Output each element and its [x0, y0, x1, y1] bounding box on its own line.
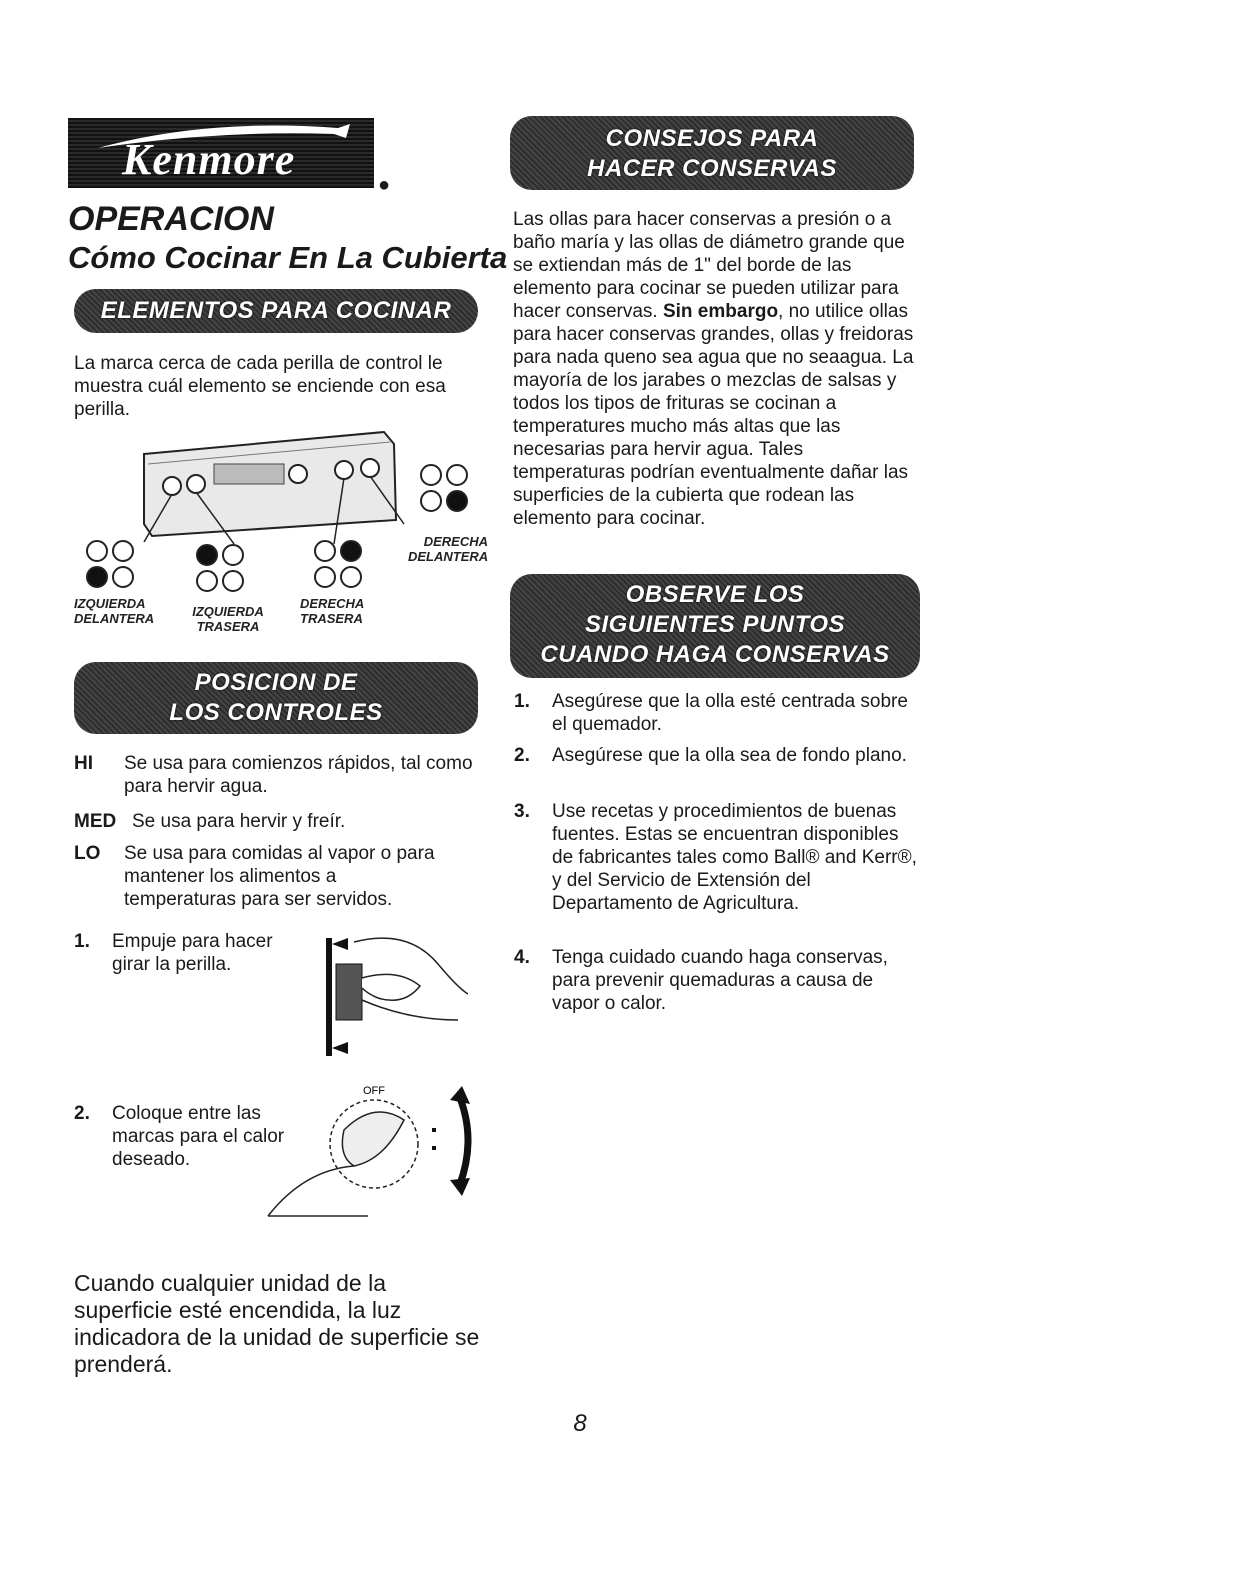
page-title: OPERACION	[68, 200, 274, 238]
logo-text: Kenmore	[122, 135, 296, 184]
logo-dot: ●	[378, 174, 391, 196]
kenmore-logo	[68, 118, 374, 188]
control-key: MED	[74, 811, 117, 832]
control-key: LO	[74, 843, 101, 864]
cooktop-diagram	[74, 424, 504, 644]
page-subtitle: Cómo Cocinar En La Cubierta	[68, 240, 508, 275]
burner-indicator-left-rear	[196, 544, 248, 596]
turn-knob-illustration	[264, 1080, 484, 1220]
elementos-text: La marca cerca de cada perilla de control le muestra cuál elemento se enciende con esa perilla.	[74, 353, 446, 420]
observe-item-1: 1. Asegúrese que la olla esté centrada sobre el quemador.	[514, 691, 908, 735]
page-number: 8	[573, 1410, 587, 1437]
label-right-rear: DERECHA TRASERA	[300, 596, 365, 626]
burner-indicator-left-front	[86, 540, 138, 592]
control-desc: Se usa para comidas al vapor o para mantener los alimentos a temperaturas para ser servidos.	[124, 843, 435, 910]
knob-off-label: OFF	[363, 1085, 385, 1097]
burner-indicator-right-rear	[314, 540, 366, 592]
push-knob-illustration	[318, 928, 468, 1058]
banner-consejos: CONSEJOS PARA HACER CONSERVAS	[510, 116, 914, 190]
label-left-front: IZQUIERDA DELANTERA	[74, 596, 155, 626]
banner-posicion: POSICION DE LOS CONTROLES	[74, 662, 478, 734]
observe-item-2: 2. Asegúrese que la olla sea de fondo plano.	[514, 745, 907, 766]
control-desc: Se usa para hervir y freír.	[132, 811, 346, 832]
label-left-rear: IZQUIERDA TRASERA	[192, 604, 264, 634]
consejos-text: Las ollas para hacer conservas a presión o a baño maría y las ollas de diámetro grande que se extiendan más de 1" del borde de las elemento para cocinar se pueden utilizar para hacer conservas. Sin embargo, no utilice ollas para hacer conservas grandes, ollas y freidoras para nada queno sea agua que no seaagua. La mayoría de los jarabes o mezclas de salsas y todos los tipos de frituras se cocinan a temperatures mucho más altas que las necesarias para hervir agua. Tales temperaturas podrían eventualmente dañar las superficies de la cubierta que rodean las elemento para cocinar.	[513, 209, 914, 529]
banner-observe: OBSERVE LOS SIGUIENTES PUNTOS CUANDO HAGA CONSERVAS	[510, 574, 920, 678]
observe-item-4: 4. Tenga cuidado cuando haga conservas, para prevenir quemaduras a causa de vapor o calor.	[514, 947, 888, 1014]
control-panel-illustration	[134, 424, 424, 544]
banner-elementos: ELEMENTOS PARA COCINAR	[74, 289, 478, 333]
control-key: HI	[74, 753, 93, 774]
control-desc: Se usa para comienzos rápidos, tal como para hervir agua.	[124, 753, 473, 797]
burner-indicator-right-front	[420, 464, 472, 516]
observe-item-3: 3. Use recetas y procedimientos de buenas fuentes. Estas se encuentran disponibles de fabricantes tales como Ball® and Kerr®, y del Servicio de Extensión del Departamento de Agricultura.	[514, 801, 917, 914]
indicator-note: Cuando cualquier unidad de la superficie esté encendida, la luz indicadora de la unidad de superficie se prenderá.	[74, 1270, 480, 1377]
label-right-front: DERECHA DELANTERA	[408, 534, 489, 564]
